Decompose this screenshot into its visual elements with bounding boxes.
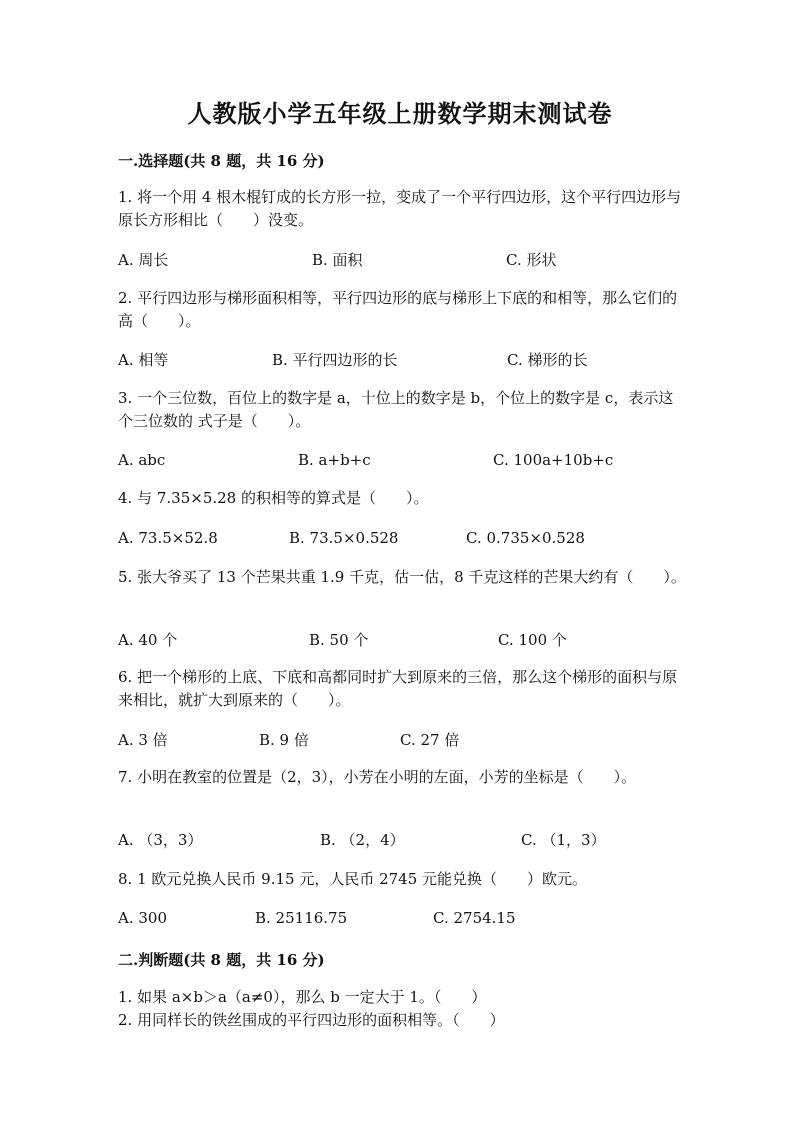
question-6: 6. 把一个梯形的上底、下底和高都同时扩大到原来的三倍，那么这个梯形的面积与原来相比，就扩大到原来的（ ）。	[118, 668, 678, 709]
question-7-option-a: A. （3，3）	[118, 831, 203, 849]
question-2-option-b: B. 平行四边形的长	[272, 351, 398, 369]
judge-item-2: 2. 用同样长的铁丝围成的平行四边形的面积相等。（ ）	[118, 1011, 505, 1029]
question-3: 3. 一个三位数，百位上的数字是 a，十位上的数字是 b，个位上的数字是 c，表示这个三位数的 式子是（ ）。	[118, 389, 674, 430]
question-1-option-a: A. 周长	[118, 251, 169, 269]
question-4: 4. 与 7.35×5.28 的积相等的算式是（ ）。	[118, 489, 429, 507]
question-2: 2. 平行四边形与梯形面积相等，平行四边形的底与梯形上下底的和相等，那么它们的高（ ）。	[118, 289, 678, 330]
question-1: 1. 将一个用 4 根木棍钉成的长方形一拉，变成了一个平行四边形，这个平行四边形与原长方形相比（ ）没变。	[118, 188, 682, 229]
question-1-option-b: B. 面积	[312, 251, 363, 269]
question-3-option-a: A. abc	[118, 451, 166, 469]
question-6-option-a: A. 3 倍	[118, 731, 168, 749]
question-5: 5. 张大爷买了 13 个芒果共重 1.9 千克，估一估，8 千克这样的芒果大约有（ ）。	[118, 568, 686, 586]
question-3-option-b: B. a+b+c	[298, 451, 371, 469]
question-3-option-c: C. 100a+10b+c	[493, 451, 614, 469]
question-4-option-b: B. 73.5×0.528	[289, 529, 399, 547]
question-4-option-c: C. 0.735×0.528	[466, 529, 585, 547]
question-7-option-b: B. （2，4）	[320, 831, 405, 849]
question-5-option-c: C. 100 个	[498, 631, 567, 649]
section-heading-choice: 一.选择题(共 8 题，共 16 分)	[118, 152, 325, 170]
judge-item-1: 1. 如果 a×b＞a（a≠0），那么 b 一定大于 1。（ ）	[118, 988, 487, 1006]
question-7-option-c: C. （1，3）	[521, 831, 606, 849]
question-1-option-c: C. 形状	[506, 251, 557, 269]
page-title: 人教版小学五年级上册数学期末测试卷	[187, 99, 613, 128]
question-4-option-a: A. 73.5×52.8	[118, 529, 218, 547]
section-heading-judge: 二.判断题(共 8 题，共 16 分)	[118, 951, 325, 969]
question-6-option-b: B. 9 倍	[259, 731, 309, 749]
question-5-option-a: A. 40 个	[118, 631, 178, 649]
question-8-option-c: C. 2754.15	[433, 909, 516, 927]
question-2-option-a: A. 相等	[118, 351, 169, 369]
question-8: 8. 1 欧元兑换人民币 9.15 元，人民币 2745 元能兑换（ ）欧元。	[118, 870, 588, 888]
question-2-option-c: C. 梯形的长	[507, 351, 588, 369]
question-6-option-c: C. 27 倍	[400, 731, 460, 749]
question-7: 7. 小明在教室的位置是（2，3），小芳在小明的左面，小芳的坐标是（ ）。	[118, 768, 637, 786]
question-8-option-a: A. 300	[118, 909, 167, 927]
question-8-option-b: B. 25116.75	[255, 909, 348, 927]
question-5-option-b: B. 50 个	[309, 631, 369, 649]
